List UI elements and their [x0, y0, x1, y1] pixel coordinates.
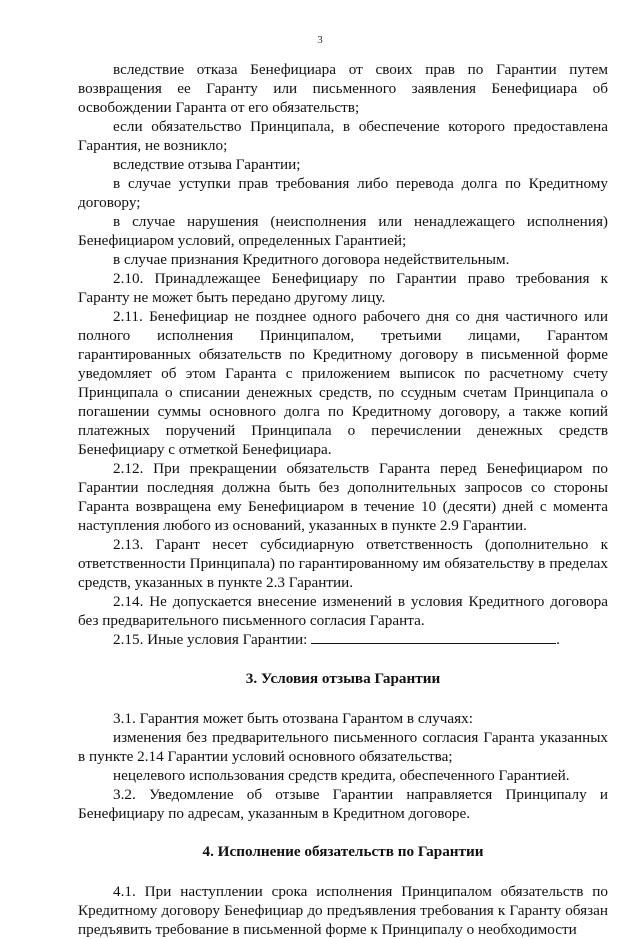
paragraph: в случае признания Кредитного договора недействительным. — [113, 251, 510, 268]
paragraph-2-13: 2.13. Гарант несет субсидиарную ответственность (дополнительно к ответственности Принципала) по гарантированному им обязательству в пределах средств, указанных в пункте 2.3 Гарантии. — [78, 536, 608, 591]
fill-in-blank-line — [311, 630, 556, 644]
paragraph-2-10: 2.10. Принадлежащее Бенефициару по Гарантии право требования к Гаранту не может быть передано другому лицу. — [78, 270, 608, 306]
paragraph: нецелевого использования средств кредита, обеспеченного Гарантией. — [113, 767, 570, 784]
paragraph: если обязательство Принципала, в обеспечение которого предоставлена Гарантия, не возникло; — [78, 118, 608, 154]
paragraph-3-1: 3.1. Гарантия может быть отозвана Гарантом в случаях: — [113, 710, 473, 727]
document-body — [78, 60, 608, 939]
paragraph-2-14: 2.14. Не допускается внесение изменений в условия Кредитного договора без предварительного письменного согласия Гаранта. — [78, 593, 608, 629]
paragraph-4-1: 4.1. При наступлении срока исполнения Принципалом обязательств по Кредитному договору Бенефициар до предъявления требования к Гаранту обязан предъявить требование в письменной форме к Принципалу о необходимости — [78, 883, 608, 938]
paragraph-2-12: 2.12. При прекращении обязательств Гаранта перед Бенефициаром по Гарантии последняя должна быть без дополнительных запросов со стороны Гаранта возвращена ему Бенефициаром в течение 10 (десяти) дней с момента наступления любого из оснований, указанных в пункте 2.9 Гарантии. — [78, 460, 608, 534]
paragraph: вследствие отказа Бенефициара от своих прав по Гарантии путем возвращения ее Гаранту или письменного заявления Бенефициара об освобождении Гаранта от его обязательств; — [78, 61, 608, 116]
paragraph: изменения без предварительного письменного согласия Гаранта указанных в пункте 2.14 Гарантии условий основного обязательства; — [78, 729, 608, 765]
paragraph-2-11: 2.11. Бенефициар не позднее одного рабочего дня со дня частичного или полного исполнения Принципалом, третьими лицами, Гарантом гарантированных обязательств по Кредитному договору в письменной форме уведомляет об этом Гаранта с приложением выписок по расчетному счету Принципала о списании денежных средств, по ссудным счетам Принципала о погашении суммы основного долга по Кредитному договору, а также копий платежных поручений Принципала о перечислении денежных средств Бенефициару с отметкой Бенефициара. — [78, 308, 608, 458]
section-heading-3: 3. Условия отзыва Гарантии — [245, 670, 441, 687]
paragraph: вследствие отзыва Гарантии; — [113, 156, 301, 173]
paragraph-2-15-end: . — [556, 631, 560, 648]
paragraph: в случае нарушения (неисполнения или ненадлежащего исполнения) Бенефициаром условий, определенных Гарантией; — [78, 213, 608, 249]
paragraph-2-15-label: 2.15. Иные условия Гарантии: — [113, 631, 308, 648]
section-heading-4: 4. Исполнение обязательств по Гарантии — [202, 843, 484, 860]
paragraph: в случае уступки прав требования либо перевода долга по Кредитному договору; — [78, 175, 608, 211]
paragraph-3-2: 3.2. Уведомление об отзыве Гарантии направляется Принципалу и Бенефициару по адресам, указанным в Кредитном договоре. — [78, 786, 608, 822]
paragraph-2-15 — [78, 630, 608, 649]
page-number: 3 — [317, 34, 323, 46]
